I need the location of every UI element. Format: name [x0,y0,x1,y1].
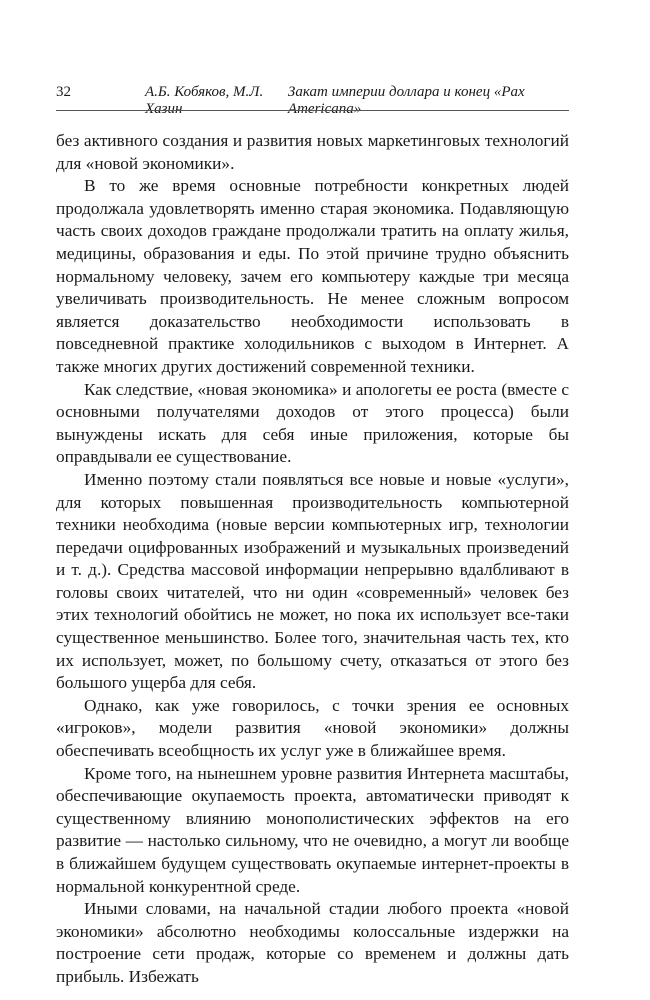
paragraph: В то же время основные потребности конкретных людей продолжала удовлетворять именно старая экономика. Подавляющую часть своих доходов граждане продолжали тратить на оплату жилья, медицины, образования и еды. По этой причине трудно объяснить нормальному человеку, зачем его компьютеру каждые три месяца увеличивать производительность. Не менее сложным вопросом является доказательство необходимости использовать в повседневной практике холодильников с выходом в Интернет. А также многих других достижений современной техники. [56,176,569,376]
paragraph: Как следствие, «новая экономика» и апологеты ее роста (вместе с основными получателями доходов от этого процесса) были вынуждены искать для себя иные приложения, которые бы оправдывали ее существование. [56,379,569,467]
header-rule [56,110,569,111]
running-head [56,84,569,117]
page-number: 32 [56,84,71,100]
paragraph: Именно поэтому стали появляться все новые и новые «услуги», для которых повышенная производительность компьютерной техники необходима (новые версии компьютерных игр, технологии передачи оцифрованных изображений и музыкальных произведений и т. д.). Средства массовой информации непрерывно вдалбливают в головы своих читателей, что ни один «современный» человек без этих технологий обойтись не может, но пока их использует все-таки существенное меньшинство. Более того, значительная часть тех, кто их использует, может, по большому счету, отказаться от этого без большого ущерба для себя. [56,469,569,693]
running-head-authors: А.Б. Кобяков, М.Л. Хазин [145,84,264,117]
paragraph: Кроме того, на нынешнем уровне развития Интернета масштабы, обеспечивающие окупаемость проекта, автоматически приводят к существенному влиянию монополистических эффектов на его развитие — настолько сильному, что не очевидно, а могут ли вообще в ближайшем будущем существовать окупаемые интернет-проекты в нормальной конкурентной среде. [56,763,569,896]
paragraph-continued: без активного создания и развития новых маркетинговых технологий для «новой экономики». [56,131,569,173]
body-text [56,130,569,989]
running-head-book-title: Закат империи доллара и конец «Pax Americana» [287,84,525,117]
paragraph: Однако, как уже говорилось, с точки зрения ее основных «игроков», модели развития «новой экономики» должны обеспечивать всеобщность их услуг уже в ближайшее время. [56,695,569,761]
paragraph: Иными словами, на начальной стадии любого проекта «новой экономики» абсолютно необходимы колоссальные издержки на построение сети продаж, которые со временем и должны дать прибыль. Избежать [56,899,569,986]
